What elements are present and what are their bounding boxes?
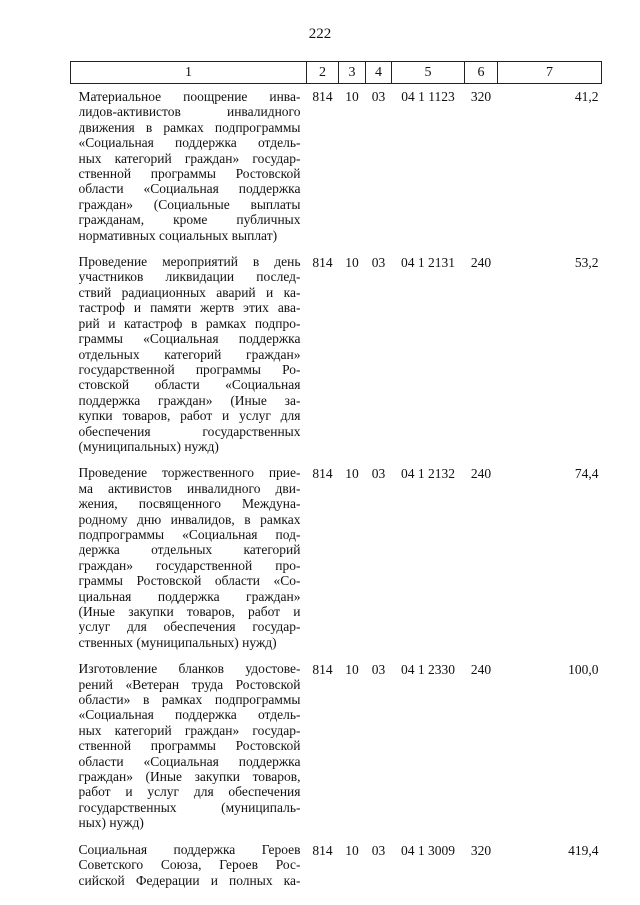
description-line: Проведение мероприятий в день [78,254,301,270]
section-code: 10 [345,662,359,678]
description-line: области «Социальная поддержка [78,181,301,197]
page-number: 222 [308,26,332,42]
description-line: циальная поддержка граждан» [78,588,301,604]
description-line: отдельных категорий граждан» [78,346,301,362]
description-line: движения в рамках подпрограммы [78,119,301,135]
expense-type-code: 240 [470,255,492,271]
amount: 41,2 [574,89,599,104]
description-line: (Иные закупки товаров, работ и [78,604,301,619]
subsection-code: 03 [371,842,386,858]
description-line: области» в рамках подпрограммы [78,692,301,708]
table-row [71,465,602,661]
description-line: граммы Ростовской области «Со- [78,573,301,589]
description-line: граммы «Социальная поддержка [78,331,301,347]
ministry-code: 814 [312,466,333,482]
expense-type-code: 320 [470,842,492,858]
subsection-code: 03 [371,662,386,678]
description-line: Материальное поощрение инва- [78,89,301,104]
description-line: граждан» государственной про- [78,557,301,573]
expense-type-code: 240 [470,662,492,678]
description-line: (муниципальных) нужд) [78,438,219,454]
section-code: 10 [345,466,359,482]
section-code: 10 [345,255,359,271]
target-article-code: 04 1 2132 [401,466,455,482]
description-line: Изготовление бланков удостове- [78,661,301,677]
expense-type-code: 240 [470,466,492,482]
description-line: ных категорий граждан» государ- [78,150,301,166]
target-article-code: 04 1 2330 [401,662,455,678]
header-col-7: 7 [498,62,602,84]
description-line: ных) нужд) [78,815,144,831]
ministry-code: 814 [312,842,333,858]
description-line: работ и услуг для обеспечения [78,784,301,800]
description-line: ственной программы Ростовской [78,738,301,754]
description-line: лидов-активистов инвалидного [78,104,301,120]
amount: 74,4 [574,466,599,482]
table-header [71,62,602,84]
table-row [71,842,602,899]
table-body [71,84,602,899]
description-line: Социальная поддержка Героев [78,841,301,857]
row-description [71,842,307,899]
row-description [71,84,307,255]
description-line: поддержка граждан» (Иные за- [78,392,301,408]
row-description [71,465,307,661]
description-line: граждан» (Иные закупки товаров, [78,769,301,785]
description-line: рений «Ветеран труда Ростовской [78,676,301,692]
table-row [71,661,602,841]
header-col-5: 5 [392,62,465,84]
ministry-code: 814 [312,255,333,271]
target-article-code: 04 1 3009 [401,842,455,858]
header-col-4: 4 [366,62,392,84]
expense-type-code: 320 [470,89,492,104]
ministry-code: 814 [312,89,333,104]
description-line: держка отдельных категорий [78,542,301,558]
table-row [71,84,602,255]
description-line: ственных (муниципальных) нужд) [78,634,277,650]
target-article-code: 04 1 2131 [401,255,455,271]
description-line: обеспечения государственных [78,423,301,439]
description-line: нормативных социальных выплат) [78,227,278,243]
ministry-code: 814 [312,662,333,678]
section-code: 10 [345,89,359,104]
description-line: государственных (муниципаль- [78,799,301,815]
description-line: граждан» (Социальные выплаты [78,196,301,212]
row-description [71,254,307,465]
subsection-code: 03 [371,89,386,104]
description-line: ствий радиационных аварий и ка- [78,284,301,300]
header-col-1: 1 [71,62,307,84]
subsection-code: 03 [371,255,386,271]
description-line: сийской Федерации и полных ка- [78,872,301,888]
header-col-2: 2 [307,62,339,84]
header-row [71,62,602,84]
description-line: гражданам, кроме публичных [78,212,301,228]
description-line: Советского Союза, Героев Рос- [78,857,301,873]
description-line: Проведение торжественного прие- [78,465,301,481]
amount: 419,4 [568,842,599,858]
description-line: рий и катастроф в рамках подпро- [78,315,301,331]
description-line: «Социальная поддержка отдель- [78,707,301,723]
description-line: области «Социальная поддержка [78,753,301,769]
description-line: ных категорий граждан» государ- [78,722,301,738]
description-line: участников ликвидации послед- [78,269,301,285]
description-line: тастроф и памяти жертв этих ава- [78,300,301,316]
row-description [71,661,307,841]
description-line: подпрограммы «Социальная под- [78,526,301,542]
description-line: «Социальная поддержка отдель- [78,135,301,151]
target-article-code: 04 1 1123 [401,89,455,104]
description-line: родному дню инвалидов, в рамках [78,511,301,527]
budget-table [70,61,602,899]
description-line: жения, посвященного Междуна- [78,496,301,512]
description-line: стовской области «Социальная [78,377,301,393]
amount: 53,2 [574,255,599,271]
header-col-6: 6 [465,62,498,84]
header-col-3: 3 [339,62,366,84]
subsection-code: 03 [371,466,386,482]
description-line: государственной программы Ро- [78,361,301,377]
description-line: услуг для обеспечения государ- [78,619,301,635]
description-line: ственной программы Ростовской [78,166,301,182]
amount: 100,0 [568,662,599,678]
description-line: ма активистов инвалидного дви- [78,480,301,496]
section-code: 10 [345,842,359,858]
description-line: купки товаров, работ и услуг для [78,408,301,424]
table-row [71,254,602,465]
